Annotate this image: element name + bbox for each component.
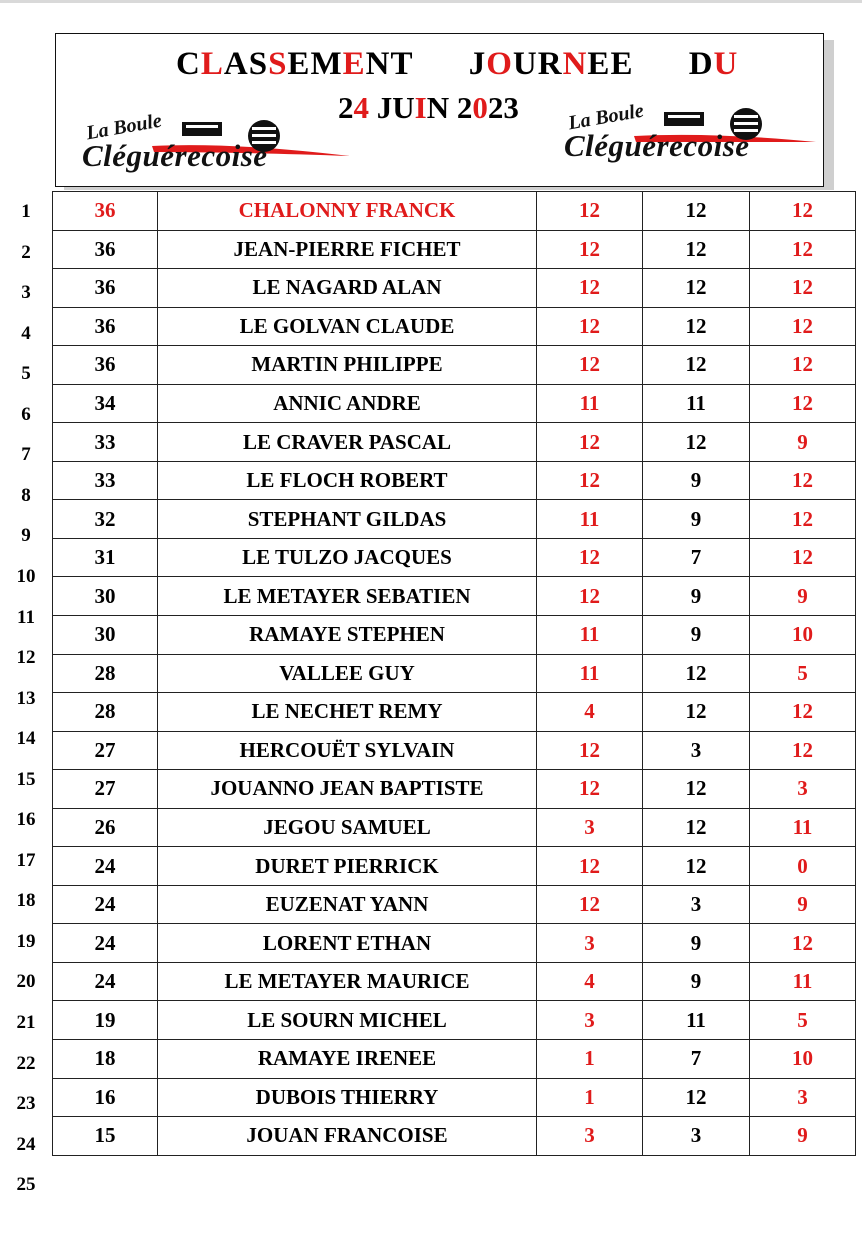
- game3-score-cell: 9: [750, 885, 856, 924]
- total-score-cell: 16: [53, 1078, 158, 1117]
- game2-score-cell: 3: [643, 885, 750, 924]
- player-name-cell: LORENT ETHAN: [158, 924, 537, 963]
- game2-score-cell: 12: [643, 307, 750, 346]
- game3-score-cell: 9: [750, 577, 856, 616]
- table-row: [53, 500, 856, 539]
- top-edge-line: [0, 0, 862, 3]
- total-score-cell: 36: [53, 192, 158, 231]
- game1-score-cell: 3: [537, 1001, 643, 1040]
- table-row: [53, 346, 856, 385]
- game2-score-cell: 9: [643, 924, 750, 963]
- game1-score-cell: 12: [537, 577, 643, 616]
- game3-score-cell: 11: [750, 962, 856, 1001]
- game1-score-cell: 12: [537, 269, 643, 308]
- game2-score-cell: 3: [643, 1117, 750, 1156]
- game2-score-cell: 12: [643, 808, 750, 847]
- game2-score-cell: 12: [643, 847, 750, 886]
- total-score-cell: 24: [53, 847, 158, 886]
- player-name-cell: LE TULZO JACQUES: [158, 538, 537, 577]
- total-score-cell: 19: [53, 1001, 158, 1040]
- player-name-cell: RAMAYE STEPHEN: [158, 616, 537, 655]
- game1-score-cell: 12: [537, 847, 643, 886]
- rank-number: 15: [16, 768, 36, 790]
- player-name-cell: EUZENAT YANN: [158, 885, 537, 924]
- table-row: [53, 654, 856, 693]
- total-score-cell: 26: [53, 808, 158, 847]
- game1-score-cell: 4: [537, 693, 643, 732]
- event-date: 24 JUIN 2023: [338, 90, 519, 125]
- game3-score-cell: 12: [750, 500, 856, 539]
- player-name-cell: CHALONNY FRANCK: [158, 192, 537, 231]
- game1-score-cell: 3: [537, 924, 643, 963]
- club-logo-left: La Boule Cléguérecoise: [82, 112, 342, 188]
- game3-score-cell: 3: [750, 770, 856, 809]
- rank-number: 20: [16, 971, 36, 993]
- game3-score-cell: 12: [750, 731, 856, 770]
- rank-number: 11: [17, 606, 35, 628]
- game1-score-cell: 12: [537, 346, 643, 385]
- game1-score-cell: 12: [537, 885, 643, 924]
- game1-score-cell: 12: [537, 423, 643, 462]
- game2-score-cell: 12: [643, 269, 750, 308]
- table-row: [53, 770, 856, 809]
- table-row: [53, 1117, 856, 1156]
- game1-score-cell: 1: [537, 1040, 643, 1079]
- table-row: [53, 384, 856, 423]
- game1-score-cell: 12: [537, 538, 643, 577]
- table-row: [53, 808, 856, 847]
- rank-number: 3: [21, 282, 31, 304]
- player-name-cell: LE METAYER SEBATIEN: [158, 577, 537, 616]
- rank-number: 21: [16, 1012, 36, 1033]
- player-name-cell: JEGOU SAMUEL: [158, 808, 537, 847]
- total-score-cell: 28: [53, 693, 158, 732]
- table-row: [53, 577, 856, 616]
- game2-score-cell: 12: [643, 693, 750, 732]
- game2-score-cell: 12: [643, 423, 750, 462]
- table-row: [53, 423, 856, 462]
- player-name-cell: LE GOLVAN CLAUDE: [158, 307, 537, 346]
- game1-score-cell: 1: [537, 1078, 643, 1117]
- total-score-cell: 33: [53, 423, 158, 462]
- game1-score-cell: 12: [537, 307, 643, 346]
- player-name-cell: LE METAYER MAURICE: [158, 962, 537, 1001]
- game3-score-cell: 12: [750, 192, 856, 231]
- total-score-cell: 27: [53, 770, 158, 809]
- game2-score-cell: 11: [643, 1001, 750, 1040]
- game1-score-cell: 3: [537, 1117, 643, 1156]
- game3-score-cell: 10: [750, 1040, 856, 1079]
- table-row: [53, 230, 856, 269]
- player-name-cell: JOUANNO JEAN BAPTISTE: [158, 770, 537, 809]
- game2-score-cell: 12: [643, 1078, 750, 1117]
- game3-score-cell: 10: [750, 616, 856, 655]
- game2-score-cell: 12: [643, 346, 750, 385]
- table-row: [53, 307, 856, 346]
- game1-score-cell: 11: [537, 616, 643, 655]
- player-name-cell: LE CRAVER PASCAL: [158, 423, 537, 462]
- game3-score-cell: 9: [750, 423, 856, 462]
- game3-score-cell: 9: [750, 1117, 856, 1156]
- game2-score-cell: 12: [643, 230, 750, 269]
- rank-number: 1: [21, 201, 31, 222]
- total-score-cell: 32: [53, 500, 158, 539]
- rank-number: 7: [21, 444, 31, 466]
- game1-score-cell: 4: [537, 962, 643, 1001]
- game3-score-cell: 12: [750, 346, 856, 385]
- game3-score-cell: 11: [750, 808, 856, 847]
- game1-score-cell: 12: [537, 192, 643, 231]
- table-row: [53, 269, 856, 308]
- rank-number: 25: [16, 1174, 36, 1196]
- ranking-table: [52, 191, 856, 1156]
- game2-score-cell: 12: [643, 192, 750, 231]
- rank-number: 6: [21, 403, 31, 425]
- player-name-cell: LE NAGARD ALAN: [158, 269, 537, 308]
- rank-number: 10: [16, 565, 36, 587]
- header-box: [55, 33, 824, 187]
- player-name-cell: DURET PIERRICK: [158, 847, 537, 886]
- game2-score-cell: 9: [643, 616, 750, 655]
- game2-score-cell: 9: [643, 500, 750, 539]
- table-row: [53, 1040, 856, 1079]
- game3-score-cell: 3: [750, 1078, 856, 1117]
- game2-score-cell: 11: [643, 384, 750, 423]
- game1-score-cell: 12: [537, 770, 643, 809]
- table-row: [53, 461, 856, 500]
- title-word: CLASSEMENT: [176, 46, 414, 82]
- table-row: [53, 1001, 856, 1040]
- player-name-cell: RAMAYE IRENEE: [158, 1040, 537, 1079]
- table-row: [53, 885, 856, 924]
- rank-number: 12: [16, 647, 36, 669]
- game3-score-cell: 12: [750, 461, 856, 500]
- table-row: [53, 847, 856, 886]
- game2-score-cell: 9: [643, 461, 750, 500]
- player-name-cell: VALLEE GUY: [158, 654, 537, 693]
- rank-number: 16: [16, 809, 36, 831]
- rank-number: 13: [16, 687, 36, 709]
- game3-score-cell: 5: [750, 654, 856, 693]
- game2-score-cell: 3: [643, 731, 750, 770]
- rank-number: 23: [16, 1093, 36, 1115]
- game2-score-cell: 12: [643, 654, 750, 693]
- game3-score-cell: 12: [750, 307, 856, 346]
- total-score-cell: 33: [53, 461, 158, 500]
- total-score-cell: 24: [53, 924, 158, 963]
- total-score-cell: 28: [53, 654, 158, 693]
- table-row: [53, 192, 856, 231]
- total-score-cell: 15: [53, 1117, 158, 1156]
- total-score-cell: 24: [53, 885, 158, 924]
- game1-score-cell: 12: [537, 230, 643, 269]
- total-score-cell: 36: [53, 346, 158, 385]
- rank-number: 22: [16, 1052, 36, 1074]
- title-word: JOURNEE: [468, 46, 634, 82]
- player-name-cell: LE NECHET REMY: [158, 693, 537, 732]
- player-name-cell: MARTIN PHILIPPE: [158, 346, 537, 385]
- game2-score-cell: 7: [643, 538, 750, 577]
- player-name-cell: DUBOIS THIERRY: [158, 1078, 537, 1117]
- game2-score-cell: 12: [643, 770, 750, 809]
- rank-number: 5: [21, 363, 31, 385]
- total-score-cell: 36: [53, 269, 158, 308]
- game1-score-cell: 12: [537, 731, 643, 770]
- rank-number: 4: [21, 322, 31, 344]
- player-name-cell: HERCOUËT SYLVAIN: [158, 731, 537, 770]
- game3-score-cell: 12: [750, 924, 856, 963]
- page-title: [176, 46, 738, 83]
- table-row: [53, 616, 856, 655]
- total-score-cell: 18: [53, 1040, 158, 1079]
- rank-number: 17: [16, 849, 36, 871]
- game3-score-cell: 5: [750, 1001, 856, 1040]
- game3-score-cell: 12: [750, 269, 856, 308]
- total-score-cell: 30: [53, 577, 158, 616]
- game3-score-cell: 12: [750, 230, 856, 269]
- player-name-cell: STEPHANT GILDAS: [158, 500, 537, 539]
- table-row: [53, 731, 856, 770]
- game2-score-cell: 7: [643, 1040, 750, 1079]
- game1-score-cell: 12: [537, 461, 643, 500]
- total-score-cell: 36: [53, 230, 158, 269]
- table-row: [53, 538, 856, 577]
- total-score-cell: 36: [53, 307, 158, 346]
- club-logo-right: La Boule Cléguérecoise: [564, 102, 824, 178]
- game1-score-cell: 11: [537, 384, 643, 423]
- game2-score-cell: 9: [643, 962, 750, 1001]
- player-name-cell: ANNIC ANDRE: [158, 384, 537, 423]
- rank-number: 8: [21, 484, 31, 506]
- player-name-cell: JEAN-PIERRE FICHET: [158, 230, 537, 269]
- total-score-cell: 34: [53, 384, 158, 423]
- total-score-cell: 24: [53, 962, 158, 1001]
- game2-score-cell: 9: [643, 577, 750, 616]
- rank-number: 14: [16, 728, 36, 750]
- game1-score-cell: 3: [537, 808, 643, 847]
- player-name-cell: LE FLOCH ROBERT: [158, 461, 537, 500]
- rank-number: 24: [16, 1133, 36, 1155]
- table-row: [53, 1078, 856, 1117]
- rank-number: 9: [21, 525, 31, 547]
- total-score-cell: 30: [53, 616, 158, 655]
- game1-score-cell: 11: [537, 654, 643, 693]
- game1-score-cell: 11: [537, 500, 643, 539]
- game3-score-cell: 0: [750, 847, 856, 886]
- rank-number: 19: [16, 930, 36, 952]
- table-row: [53, 924, 856, 963]
- game3-score-cell: 12: [750, 538, 856, 577]
- player-name-cell: JOUAN FRANCOISE: [158, 1117, 537, 1156]
- rank-number: 18: [16, 890, 36, 912]
- table-row: [53, 693, 856, 732]
- rank-number: 2: [21, 241, 31, 263]
- table-row: [53, 962, 856, 1001]
- game3-score-cell: 12: [750, 693, 856, 732]
- total-score-cell: 27: [53, 731, 158, 770]
- total-score-cell: 31: [53, 538, 158, 577]
- game3-score-cell: 12: [750, 384, 856, 423]
- player-name-cell: LE SOURN MICHEL: [158, 1001, 537, 1040]
- title-word: DU: [688, 46, 739, 82]
